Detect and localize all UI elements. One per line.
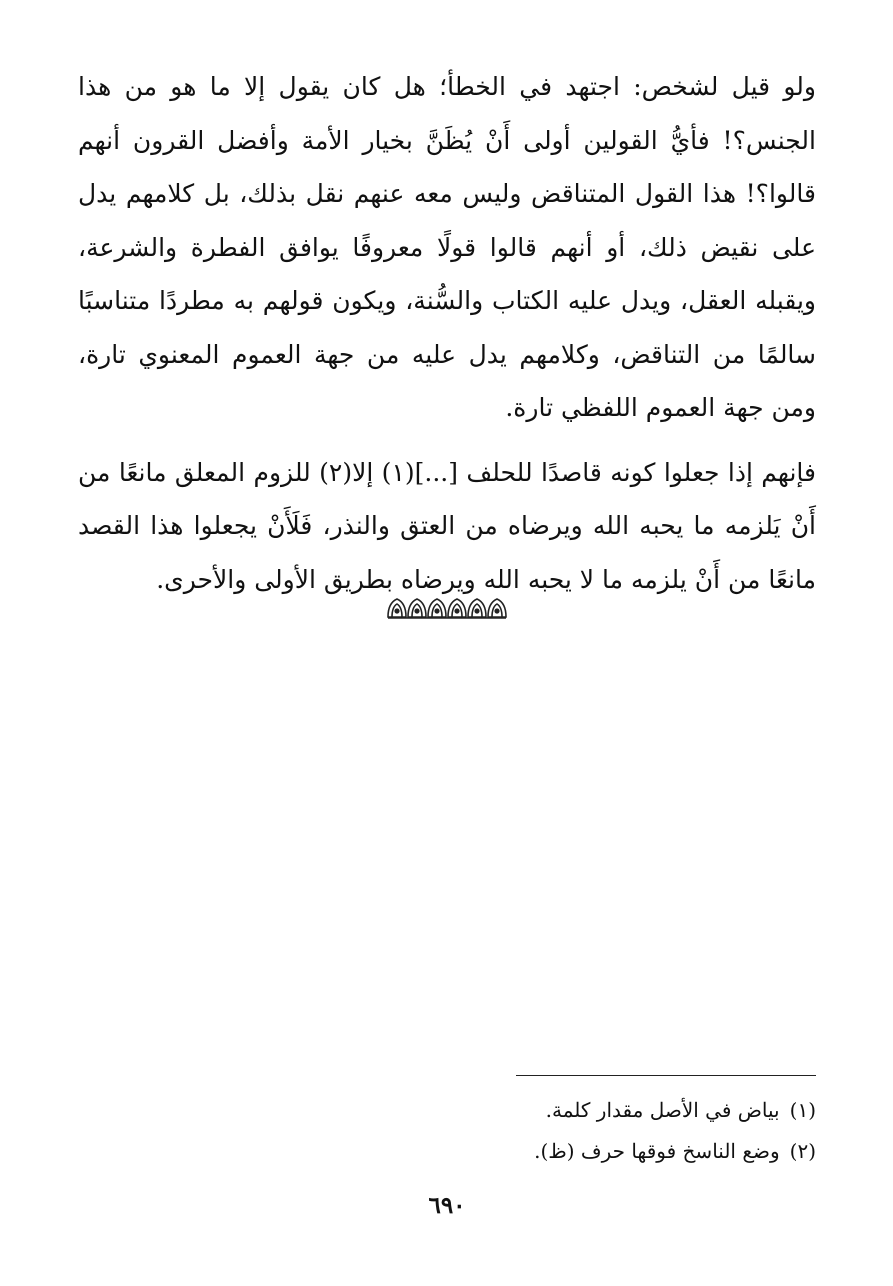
- footnote-number: (١): [789, 1098, 816, 1122]
- footnote-text: بياض في الأصل مقدار كلمة.: [545, 1098, 780, 1122]
- body-paragraph-1: ولو قيل لشخص: اجتهد في الخطأ؛ هل كان يقول إلا ما هو من هذا الجنس؟! فأيُّ القولين أولى أَنْ يُظَنَّ بخيار الأمة وأفضل القرون أنهم قالوا؟! هذا القول المتناقض وليس معه عنهم نقل بذلك، بل كلامهم يدل على نقيض ذلك، أو أنهم قالوا قولًا معروفًا يوافق الفطرة والشرعة، ويقبله العقل، ويدل عليه الكتاب والسُّنة، ويكون قولهم به مطردًا متناسبًا سالمًا من التناقض، وكلامهم يدل عليه من جهة العموم المعنوي تارة، ومن جهة العموم اللفظي تارة.: [78, 72, 816, 422]
- body-paragraph-2: فإنهم إذا جعلوا كونه قاصدًا للحلف [...](١) إلا(٢) للزوم المعلق مانعًا من أَنْ يَلزمه ما يحبه الله ويرضاه من العتق والنذر، فَلَأَنْ يجعلوا هذا القصد مانعًا من أَنْ يلزمه ما لا يحبه الله ويرضاه بطريق الأولى والأحرى.: [78, 457, 816, 594]
- footnote-item: [78, 1131, 816, 1172]
- footnote-text: وضع الناسخ فوقها حرف (ظ).: [534, 1139, 780, 1163]
- page-number: ٦٩٠: [428, 1192, 466, 1219]
- book-page: [78, 60, 816, 1240]
- footnote-item: [78, 1090, 816, 1131]
- footnote-divider: [516, 1075, 816, 1076]
- footnotes: [78, 1090, 816, 1172]
- footnote-number: (٢): [789, 1139, 816, 1163]
- floral-divider-icon: [78, 593, 816, 633]
